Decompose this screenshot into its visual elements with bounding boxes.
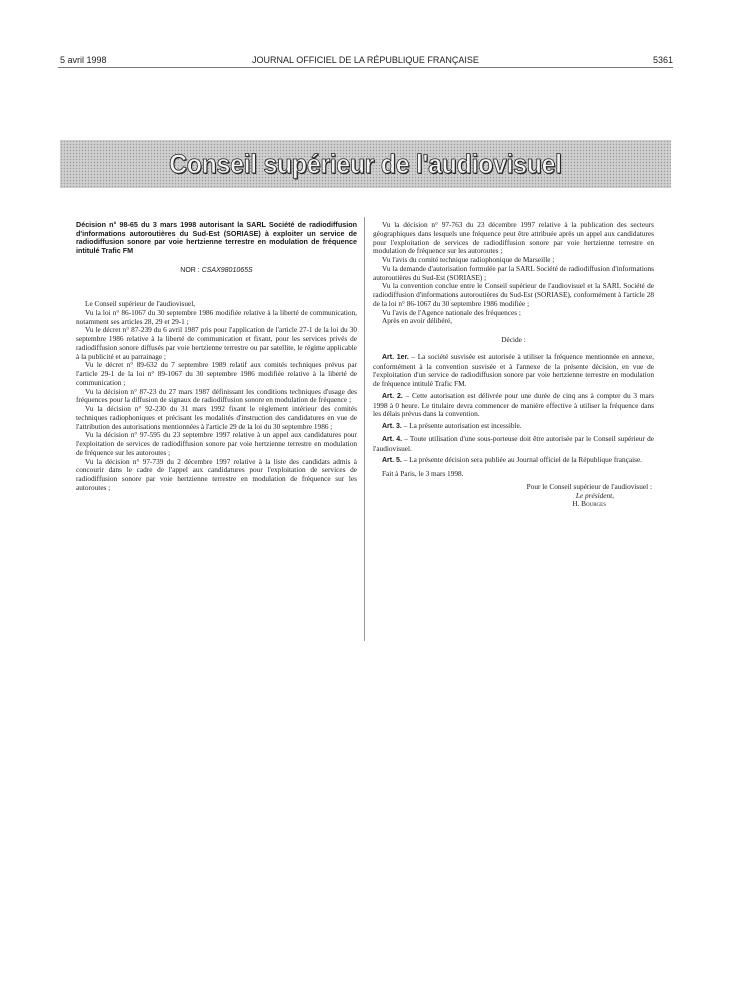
visa-paragraph: Vu la loi n° 86-1067 du 30 septembre 1986 modifiée relative à la liberté de communication, notamment ses articles 28, 29 et 29-1 ; (76, 307, 357, 326)
nor-reference (76, 267, 357, 276)
visa-paragraph: Vu la décision n° 97-763 du 23 décembre 1997 relative à la publication des secteurs géographiques dans lesquels une fréquence peut être attribuée après un appel aux candidatures pour l'exploitation de services de radiodiffusion sonore par voie hertzienne terrestre en modulation de fréquence sur les autoroutes ; (373, 220, 654, 256)
article-label: Art. 5. (382, 457, 402, 465)
visa-paragraph: Vu la décision n° 97-739 du 2 décembre 1997 relative à la liste des candidats admis à concourir dans le cadre de l'appel aux candidatures pour l'exploitation de services de radiodiffusion sonore par voie hertzienne terrestre en modulation de fréquence sur les autoroutes ; (76, 456, 357, 492)
article-text: – La présente autorisation est incessible. (401, 421, 522, 430)
visa-paragraph: Vu la décision n° 97-595 du 23 septembre 1997 relative à un appel aux candidatures pour l'exploitation de services de radiodiffusion sonore par voie hertzienne terrestre en modulation de fréquence sur les autoroutes ; (76, 430, 357, 457)
visa-paragraph: Vu le décret n° 89-632 du 7 septembre 1989 relatif aux comités techniques prévus par l'article 29-1 de la loi n° 89-1067 du 30 septembre 1986 modifiée relative à la liberté de communication ; (76, 360, 357, 387)
nor-value: CSAX9801065S (201, 267, 253, 275)
article-label: Art. 2. (382, 392, 403, 400)
article-1 (373, 353, 654, 389)
article-text: – Cette autorisation est délivrée pour une durée de cinq ans à compter du 3 mars 1998 à 0 heure. Le titulaire devra commencer de manière effective à utiliser la fréquence dans les délais prévus dans la convention. (373, 390, 654, 419)
article-label: Art. 1er. (382, 353, 409, 361)
signature-for: Pour le Conseil supérieur de l'audiovisuel : (526, 481, 652, 491)
article-text: – La présente décision sera publiée au Journal officiel de la République française. (401, 455, 643, 465)
place-date: Fait à Paris, le 3 mars 1998. (382, 469, 464, 478)
signature-name: H. Bourges (572, 499, 606, 509)
article-5 (373, 456, 654, 466)
header-date: 5 avril 1998 (60, 55, 107, 65)
article-text: – La société susvisée est autorisée à utiliser la fréquence mentionnée en annexe, conformément à la convention susvisée et à l'annexe de la présente décision, en vue de l'exploitation d'un service de radiodiffusion sonore par voie hertzienne terrestre en modulation de fréquence intitulé Trafic FM. (373, 351, 654, 388)
deliberation-paragraph: Après en avoir délibéré, (382, 316, 453, 326)
visa-paragraph: Vu le décret n° 87-239 du 6 avril 1987 pris pour l'application de l'article 27-1 de la loi du 30 septembre 1986 relative à la liberté de communication et fixant, pour les services privés de radiodiffusion sonore diffusés par voie hertzienne terrestre ou par satellite, le régime applicable à la publicité et au parrainage ; (76, 325, 357, 361)
right-column (373, 221, 654, 509)
article-label: Art. 3. (382, 423, 402, 430)
visa-paragraph: Vu la décision n° 87-23 du 27 mars 1987 définissant les conditions techniques d'usage des fréquences pour la diffusion de signaux de radiodiffusion sonore en modulation de fréquence ; (76, 386, 357, 405)
visa-paragraph: Vu la demande d'autorisation formulée par la SARL Société de radiodiffusion d'informations autoroutières du Sud-Est (SORIASE) ; (373, 263, 654, 282)
banner-title: Conseil supérieur de l'audiovisuel (169, 148, 562, 179)
article-3 (373, 422, 654, 432)
left-column (76, 221, 357, 493)
article-label: Art. 4. (382, 435, 403, 443)
article-2 (373, 392, 654, 419)
article-4 (373, 435, 654, 454)
visa-paragraph: Vu l'avis de l'Agence nationale des fréquences ; (382, 307, 521, 317)
header-journal-title: JOURNAL OFFICIEL DE LA RÉPUBLIQUE FRANÇAISE (252, 55, 479, 65)
visa-paragraph: Vu la décision n° 92-230 du 31 mars 1992 fixant le règlement intérieur des comités techniques radiophoniques et précisant les modalités d'instruction des candidatures en vue de l'attribution des autorisations mentionnées à l'article 29 de la loi du 30 septembre 1986 ; (76, 404, 357, 431)
decide-heading: Décide : (501, 335, 526, 344)
nor-label: NOR : (180, 267, 200, 275)
intro-paragraph: Le Conseil supérieur de l'audiovisuel, (85, 299, 196, 309)
article-text: – Toute utilisation d'une sous-porteuse doit être autorisée par le Conseil supérieur de l'audiovisuel. (373, 433, 654, 453)
signature-role: Le président, (575, 490, 614, 500)
decision-title: Décision n° 98-65 du 3 mars 1998 autorisant la SARL Société de radiodiffusion d'informations autoroutières du Sud-Est (SORIASE) à exploiter un service de radiodiffusion sonore par voie hertzienne terrestre en modulation de fréquence intitulé Trafic FM (76, 220, 357, 255)
visa-paragraph: Vu la convention conclue entre le Conseil supérieur de l'audiovisuel et la SARL Société de radiodiffusion d'informations autoroutières du Sud-Est (SORIASE), conformément à l'article 28 de la loi n° 86-1067 du 30 septembre 1986 modifiée ; (373, 281, 654, 308)
column-divider (364, 217, 365, 641)
header-page-number: 5361 (652, 55, 673, 65)
visa-paragraph: Vu l'avis du comité technique radiophonique de Marseille ; (382, 255, 555, 264)
header-rule (58, 67, 673, 68)
section-banner (60, 140, 671, 188)
